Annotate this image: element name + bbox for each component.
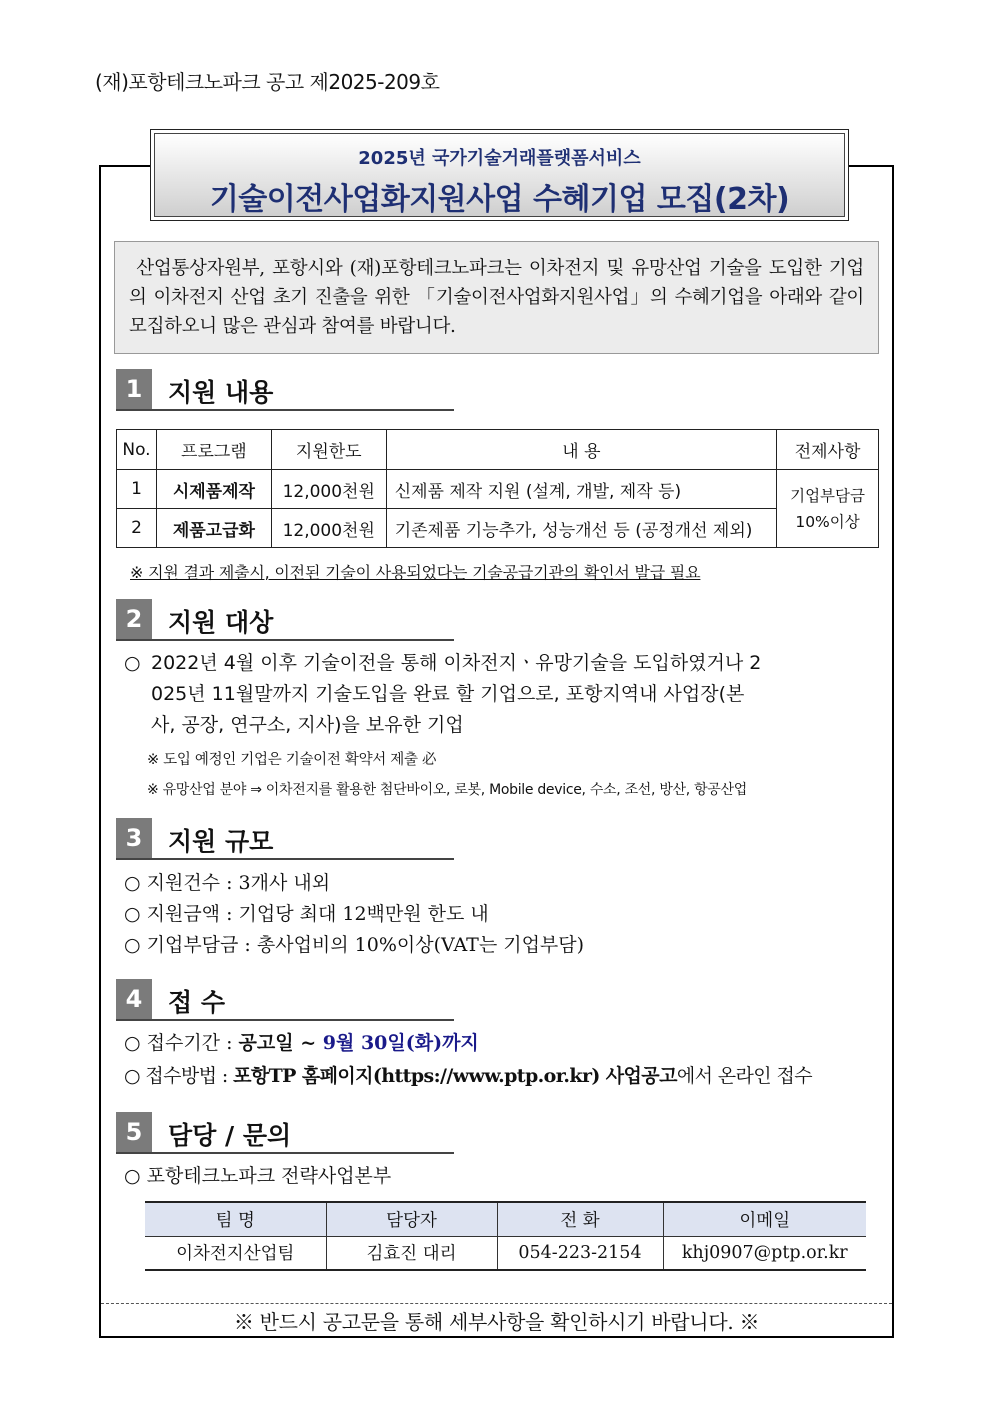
section-4-title: 접 수 (168, 988, 226, 1017)
reception-period-end: 9월 30일(화) (322, 1032, 443, 1054)
table-row (117, 509, 879, 548)
reception-period-label: ○ 접수기간 : (124, 1032, 233, 1054)
row-program: 제품고급화 (156, 509, 271, 548)
col-content: 내 용 (386, 430, 776, 470)
target-line3: 사, 공장, 연구소, 지사)을 보유한 기업 (151, 714, 464, 736)
contact-table (145, 1201, 866, 1271)
row-limit: 12,000천원 (271, 509, 386, 548)
footer-note: ※ 반드시 공고문을 통해 세부사항을 확인하시기 바랍니다. ※ (233, 1310, 760, 1334)
col-no: No. (117, 430, 157, 470)
section-3-title: 지원 규모 (168, 827, 274, 856)
precondition-line1: 기업부담금 (790, 486, 865, 505)
table-row (117, 470, 879, 509)
intro-text: 산업통상자원부, 포항시와 (재)포항테크노파크는 이차전지 및 유망산업 기술을 도입한 기업의 이차전지 산업 초기 진출을 위한 「기술이전사업화지원사업」의 수혜기업을 아래와 같이 모집하오니 많은 관심과 참여를 바랍니다. (129, 258, 864, 337)
target-line2: 025년 11월말까지 기술도입을 완료 할 기업으로, 포항지역내 사업장(본 (151, 683, 745, 705)
support-table (116, 429, 879, 548)
section-4-header (116, 979, 454, 1021)
title-subtitle: 2025년 국가기술거래플랫폼서비스 (358, 148, 641, 169)
section-1-header (116, 369, 454, 411)
reception-method (124, 1061, 812, 1092)
section-3-header (116, 818, 454, 860)
support-table-header-row (117, 430, 879, 470)
target-bullet: ○ (124, 652, 141, 674)
target-note-2: ※ 유망산업 분야 ⇒ 이차전지를 활용한 첨단바이오, 로봇, Mobile device, 수소, 조선, 방산, 항공산업 (147, 782, 747, 798)
contact-phone: 054-223-2154 (497, 1236, 663, 1270)
section-5-title: 담당 / 문의 (168, 1121, 292, 1150)
contact-org: ○ 포항테크노파크 전략사업본부 (124, 1165, 392, 1187)
col-precondition: 전제사항 (777, 430, 879, 470)
target-note-1: ※ 도입 예정인 기업은 기술이전 확약서 제출 必 (147, 752, 437, 768)
section-2-number: 2 (116, 599, 152, 639)
reception-method-label: ○ 접수방법 : (124, 1065, 228, 1087)
row-no: 2 (117, 509, 157, 548)
section-2-header (116, 599, 454, 641)
precondition-cell (777, 470, 879, 548)
section-2-title: 지원 대상 (168, 608, 274, 637)
title-main: 기술이전사업화지원사업 수혜기업 모집(2차) (209, 182, 790, 217)
section-1-title: 지원 내용 (168, 378, 274, 407)
contact-header-row (145, 1202, 866, 1236)
scale-burden: ○ 기업부담금 : 총사업비의 10%이상(VAT는 기업부담) (124, 934, 585, 956)
reception-method-link[interactable]: 포항TP 홈페이지(https://www.ptp.or.kr) 사업공고 (233, 1065, 677, 1087)
row-limit: 12,000천원 (271, 470, 386, 509)
section-4-number: 4 (116, 979, 152, 1019)
col-team: 팀 명 (145, 1202, 326, 1236)
scale-amount: ○ 지원금액 : 기업당 최대 12백만원 한도 내 (124, 903, 489, 925)
col-limit: 지원한도 (271, 430, 386, 470)
reception-period-start: 공고일 ~ (238, 1032, 323, 1054)
title-inner (154, 133, 845, 217)
scale-count: ○ 지원건수 : 3개사 내외 (124, 872, 331, 894)
contact-manager: 김효진 대리 (326, 1236, 497, 1270)
row-no: 1 (117, 470, 157, 509)
section-5-header (116, 1112, 454, 1154)
contact-email[interactable]: khj0907@ptp.or.kr (663, 1236, 866, 1270)
target-line1: 2022년 4월 이후 기술이전을 통해 이차전지ㆍ유망기술을 도입하였거나 2 (151, 652, 762, 674)
title-box (150, 129, 849, 221)
section-5-number: 5 (116, 1112, 152, 1152)
reception-period-suffix: 까지 (442, 1032, 479, 1054)
support-note: ※ 지원 결과 제출시, 이전된 기술이 사용되었다는 기술공급기관의 확인서 발급 필요 (130, 563, 701, 582)
table-row (145, 1236, 866, 1270)
intro-paragraph (114, 241, 879, 354)
footer-divider (101, 1303, 892, 1304)
section-3-number: 3 (116, 818, 152, 858)
col-program: 프로그램 (156, 430, 271, 470)
precondition-line2: 10%이상 (795, 512, 860, 531)
reception-method-rest: 에서 온라인 접수 (676, 1065, 812, 1087)
contact-team: 이차전지산업팀 (145, 1236, 326, 1270)
row-content: 신제품 제작 지원 (설계, 개발, 제작 등) (386, 470, 776, 509)
col-email: 이메일 (663, 1202, 866, 1236)
col-phone: 전 화 (497, 1202, 663, 1236)
notice-number: (재)포항테크노파크 공고 제2025-209호 (95, 70, 440, 94)
section-1-number: 1 (116, 369, 152, 409)
row-content: 기존제품 기능추가, 성능개선 등 (공정개선 제외) (386, 509, 776, 548)
row-program: 시제품제작 (156, 470, 271, 509)
reception-period (124, 1028, 479, 1059)
col-manager: 담당자 (326, 1202, 497, 1236)
